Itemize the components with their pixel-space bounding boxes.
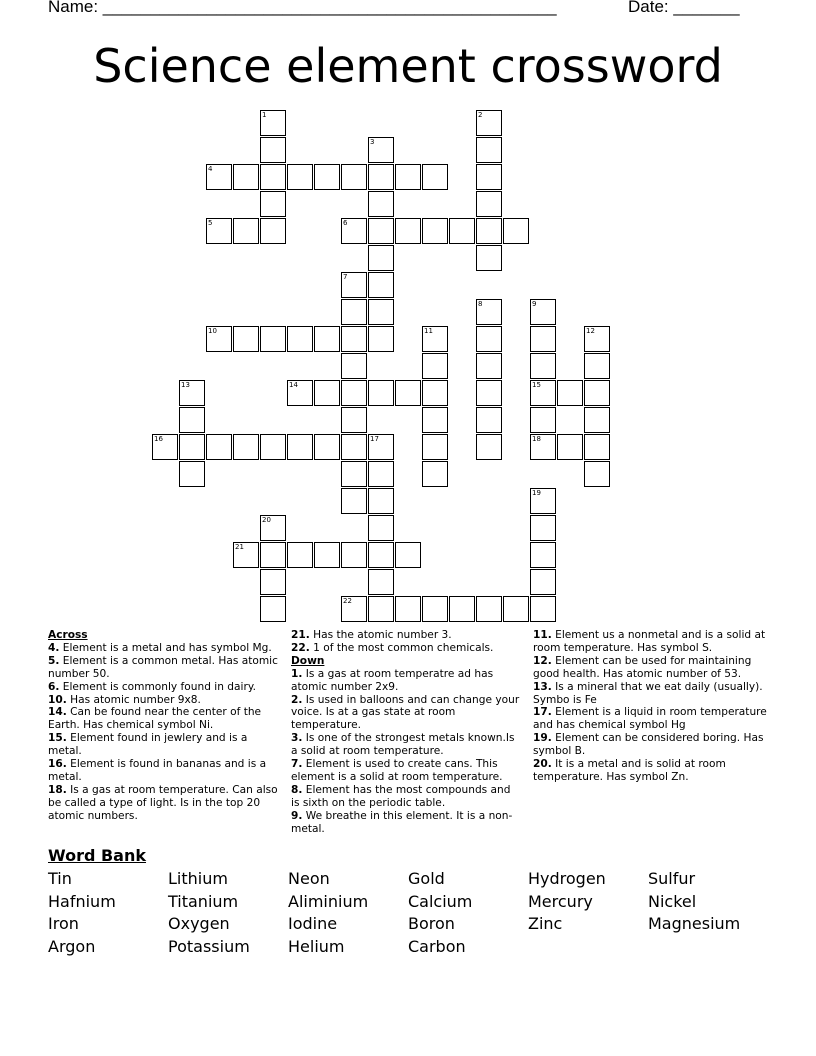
crossword-cell[interactable] <box>314 380 340 406</box>
crossword-cell[interactable] <box>530 380 556 406</box>
crossword-cell[interactable] <box>260 218 286 244</box>
crossword-cell[interactable] <box>314 164 340 190</box>
crossword-cell[interactable] <box>368 542 394 568</box>
clue-number: 19. <box>533 732 552 745</box>
crossword-cell[interactable] <box>260 515 286 541</box>
clue-text: Can be found near the center of the Earth. Has chemical symbol Ni. <box>48 706 262 732</box>
clue-text: Element can be used for maintaining good health. Has atomic number of 53. <box>533 654 752 680</box>
crossword-cell[interactable] <box>530 407 556 433</box>
word-bank-item: Hydrogen <box>528 869 606 888</box>
clue-number: 4. <box>48 641 60 654</box>
clue-number: 20. <box>533 758 552 771</box>
crossword-cell[interactable] <box>476 434 502 460</box>
crossword-cell[interactable] <box>368 596 394 622</box>
crossword-cell[interactable] <box>233 218 259 244</box>
crossword-cell[interactable] <box>584 326 610 352</box>
crossword-cell[interactable] <box>395 596 421 622</box>
clue-number: 7 <box>343 273 348 281</box>
clue-item <box>291 668 521 694</box>
clue-text: Element is a metal and has symbol Mg. <box>59 641 272 654</box>
crossword-cell[interactable] <box>233 164 259 190</box>
word-bank-item: Oxygen <box>168 914 230 934</box>
crossword-cell[interactable] <box>341 461 367 487</box>
word-bank-item: Iodine <box>288 914 338 934</box>
crossword-cell[interactable] <box>314 326 340 352</box>
crossword-cell[interactable] <box>368 218 394 244</box>
crossword-cell[interactable] <box>530 596 556 622</box>
clue-text: Is used in balloons and can change your voice. Is at a gas state at room temperature. <box>291 693 520 732</box>
clue-number: 18. <box>48 783 67 796</box>
clue-number: 1 <box>262 111 267 119</box>
clue-item <box>291 642 521 655</box>
crossword-cell[interactable] <box>422 407 448 433</box>
crossword-cell[interactable] <box>179 461 205 487</box>
clue-number: 8. <box>291 783 303 796</box>
clue-number: 17. <box>533 706 552 719</box>
crossword-cell[interactable] <box>341 380 367 406</box>
clues-column-3 <box>533 629 769 784</box>
clue-number: 21 <box>235 543 244 551</box>
crossword-cell[interactable] <box>260 137 286 163</box>
crossword-cell[interactable] <box>530 326 556 352</box>
word-bank-item: Argon <box>48 937 96 957</box>
crossword-cell[interactable] <box>449 596 475 622</box>
crossword-cell[interactable] <box>557 380 583 406</box>
clue-number: 4 <box>208 165 213 173</box>
crossword-cell[interactable] <box>260 596 286 622</box>
clue-section-header: Across <box>48 629 88 641</box>
crossword-cell[interactable] <box>368 137 394 163</box>
clues-column-1 <box>48 629 284 823</box>
crossword-cell[interactable] <box>152 434 178 460</box>
crossword-cell[interactable] <box>260 164 286 190</box>
date-line[interactable]: Date: _______ <box>628 0 740 16</box>
clue-text: Has atomic number 9x8. <box>66 693 201 706</box>
clue-number: 7. <box>291 758 303 771</box>
clue-number: 15 <box>532 381 541 389</box>
clue-item <box>533 655 769 681</box>
crossword-cell[interactable] <box>206 434 232 460</box>
crossword-cell[interactable] <box>260 110 286 136</box>
crossword-cell[interactable] <box>422 380 448 406</box>
clue-number: 14 <box>289 381 298 389</box>
crossword-cell[interactable] <box>341 596 367 622</box>
crossword-cell[interactable] <box>476 110 502 136</box>
crossword-cell[interactable] <box>476 326 502 352</box>
crossword-cell[interactable] <box>368 326 394 352</box>
crossword-cell[interactable] <box>476 137 502 163</box>
crossword-cell[interactable] <box>395 380 421 406</box>
clue-text: 1 of the most common chemicals. <box>309 641 494 654</box>
clue-number: 2 <box>478 111 483 119</box>
clues-column-2 <box>291 629 521 836</box>
crossword-cell[interactable] <box>260 326 286 352</box>
clue-number: 11. <box>533 629 552 641</box>
word-bank-item: Titanium <box>168 891 239 911</box>
crossword-cell[interactable] <box>476 218 502 244</box>
crossword-cell[interactable] <box>341 407 367 433</box>
clue-item <box>291 732 521 758</box>
clue-number: 10. <box>48 693 67 706</box>
clue-number: 13. <box>533 680 552 693</box>
crossword-cell[interactable] <box>341 488 367 514</box>
clue-text: Element is found in bananas and is a metal. <box>48 758 267 783</box>
clue-text: We breathe in this element. It is a non-metal. <box>291 809 513 835</box>
clue-text: Is a mineral that we eat daily (usually). Symbo is Fe <box>533 680 763 706</box>
clue-number: 6 <box>343 219 348 227</box>
crossword-cell[interactable] <box>422 434 448 460</box>
clue-number: 19 <box>532 489 541 497</box>
clue-item <box>291 784 521 810</box>
clue-number: 9. <box>291 809 303 822</box>
crossword-cell[interactable] <box>476 353 502 379</box>
word-bank-item: Magnesium <box>648 914 741 934</box>
clue-number: 6. <box>48 680 60 693</box>
clue-number: 9 <box>532 300 537 308</box>
clue-item <box>48 642 284 655</box>
crossword-cell[interactable] <box>557 434 583 460</box>
word-bank-item: Boron <box>408 914 455 934</box>
crossword-cell[interactable] <box>233 542 259 568</box>
crossword-cell[interactable] <box>422 164 448 190</box>
clue-text: Has the atomic number 3. <box>309 629 452 641</box>
crossword-cell[interactable] <box>368 272 394 298</box>
word-bank-item: Aliminium <box>288 891 369 911</box>
word-bank-item: Lithium <box>168 869 228 888</box>
crossword-cell[interactable] <box>287 326 313 352</box>
clue-number: 16. <box>48 758 67 771</box>
clue-number: 16 <box>154 435 163 443</box>
clue-number: 5 <box>208 219 213 227</box>
clue-item <box>533 732 769 758</box>
crossword-cell[interactable] <box>476 407 502 433</box>
clue-item <box>48 681 284 694</box>
clue-text: Is a gas at room temperature. Can also be called a type of light. Is in the top 20 atomic numbers. <box>48 783 278 822</box>
clue-item <box>533 681 769 707</box>
crossword-cell[interactable] <box>368 515 394 541</box>
crossword-cell[interactable] <box>368 380 394 406</box>
crossword-cell[interactable] <box>368 299 394 325</box>
crossword-cell[interactable] <box>179 380 205 406</box>
word-bank-item: Nickel <box>648 891 697 911</box>
clue-item <box>291 810 521 836</box>
clue-text: Element is commonly found in dairy. <box>59 680 256 693</box>
crossword-cell[interactable] <box>260 542 286 568</box>
crossword-cell[interactable] <box>530 515 556 541</box>
clue-text: Element found in jewlery and is a metal. <box>48 732 248 758</box>
clue-item <box>48 706 284 732</box>
crossword-cell[interactable] <box>179 434 205 460</box>
crossword-cell[interactable] <box>422 218 448 244</box>
crossword-cell[interactable] <box>422 326 448 352</box>
crossword-cell[interactable] <box>530 353 556 379</box>
crossword-cell[interactable] <box>341 272 367 298</box>
crossword-cell[interactable] <box>206 326 232 352</box>
crossword-cell[interactable] <box>530 542 556 568</box>
crossword-cell[interactable] <box>368 191 394 217</box>
clue-text: Element is used to create cans. This element is a solid at room temperature. <box>291 758 503 783</box>
clue-text: Element us a nonmetal and is a solid at room temperature. Has symbol S. <box>533 629 766 654</box>
crossword-cell[interactable] <box>341 299 367 325</box>
crossword-cell[interactable] <box>341 353 367 379</box>
clue-text: Element can be considered boring. Has symbol B. <box>533 732 764 758</box>
clue-text: Is a gas at room temperatre ad has atomic number 2x9. <box>291 667 494 693</box>
crossword-cell[interactable] <box>368 434 394 460</box>
clue-text: Is one of the strongest metals known.Is a solid at room temperature. <box>291 732 515 758</box>
word-bank-item: Iron <box>48 914 79 934</box>
clue-item <box>48 784 284 823</box>
crossword-cell[interactable] <box>422 596 448 622</box>
crossword-cell[interactable] <box>206 218 232 244</box>
clue-item <box>291 694 521 733</box>
clue-section-header: Down <box>291 654 325 667</box>
crossword-cell[interactable] <box>260 191 286 217</box>
clue-number: 17 <box>370 435 379 443</box>
clue-item <box>48 694 284 707</box>
crossword-cell[interactable] <box>341 326 367 352</box>
crossword-cell[interactable] <box>287 434 313 460</box>
clue-number: 12. <box>533 654 552 667</box>
clue-number: 3 <box>370 138 375 146</box>
crossword-cell[interactable] <box>341 434 367 460</box>
word-bank-item: Zinc <box>528 914 563 934</box>
word-bank-title: Word Bank <box>48 846 147 865</box>
clue-item <box>533 758 769 784</box>
crossword-cell[interactable] <box>368 245 394 271</box>
crossword-cell[interactable] <box>530 434 556 460</box>
crossword-cell[interactable] <box>449 218 475 244</box>
word-bank-item: Neon <box>288 869 330 888</box>
clue-number: 5. <box>48 654 60 667</box>
crossword-cell[interactable] <box>287 542 313 568</box>
crossword-cell[interactable] <box>422 461 448 487</box>
crossword-cell[interactable] <box>530 299 556 325</box>
clue-number: 22. <box>291 641 310 654</box>
clue-item <box>48 758 284 784</box>
crossword-cell[interactable] <box>476 164 502 190</box>
crossword-cell[interactable] <box>287 380 313 406</box>
clue-number: 15. <box>48 732 67 745</box>
crossword-cell[interactable] <box>206 164 232 190</box>
crossword-cell[interactable] <box>314 434 340 460</box>
word-bank-item: Calcium <box>408 891 473 911</box>
clue-item <box>48 655 284 681</box>
crossword-cell[interactable] <box>530 569 556 595</box>
clue-number: 14. <box>48 706 67 719</box>
word-bank-item: Carbon <box>408 937 466 957</box>
clue-item <box>533 706 769 732</box>
crossword-cell[interactable] <box>341 542 367 568</box>
crossword-cell[interactable] <box>260 434 286 460</box>
clue-text: It is a metal and is solid at room temperature. Has symbol Zn. <box>533 758 726 783</box>
crossword-cell[interactable] <box>476 596 502 622</box>
clue-item <box>533 629 769 655</box>
clue-number: 2. <box>291 693 303 706</box>
crossword-cell[interactable] <box>584 434 610 460</box>
crossword-cell[interactable] <box>314 542 340 568</box>
word-bank-item: Helium <box>288 937 345 957</box>
clue-text: Element is a liquid in room temperature and has chemical symbol Hg <box>533 706 767 732</box>
clue-text: Element has the most compounds and is sixth on the periodic table. <box>291 783 511 809</box>
crossword-cell[interactable] <box>368 569 394 595</box>
crossword-cell[interactable] <box>368 164 394 190</box>
crossword-cell[interactable] <box>233 434 259 460</box>
crossword-cell[interactable] <box>341 164 367 190</box>
crossword-cell[interactable] <box>422 353 448 379</box>
crossword-cell[interactable] <box>260 569 286 595</box>
clue-number: 13 <box>181 381 190 389</box>
name-line[interactable]: Name: ________________________________________________ <box>48 0 557 16</box>
crossword-cell[interactable] <box>395 164 421 190</box>
page-title: Science element crossword <box>93 39 723 93</box>
clue-number: 20 <box>262 516 271 524</box>
clue-number: 10 <box>208 327 217 335</box>
crossword-cell[interactable] <box>530 488 556 514</box>
clue-number: 18 <box>532 435 541 443</box>
crossword-cell[interactable] <box>179 407 205 433</box>
crossword-cell[interactable] <box>584 353 610 379</box>
word-bank-item: Mercury <box>528 891 593 911</box>
crossword-cell[interactable] <box>476 380 502 406</box>
crossword-cell[interactable] <box>476 299 502 325</box>
clue-number: 21. <box>291 629 310 641</box>
word-bank-item: Tin <box>48 869 72 888</box>
crossword-cell[interactable] <box>584 461 610 487</box>
crossword-cell[interactable] <box>476 191 502 217</box>
clue-number: 12 <box>586 327 595 335</box>
word-bank-item: Sulfur <box>648 869 696 888</box>
word-bank-item: Potassium <box>168 937 250 957</box>
crossword-cell[interactable] <box>368 488 394 514</box>
crossword-cell[interactable] <box>233 326 259 352</box>
clue-number: 1. <box>291 667 303 680</box>
crossword-cell[interactable] <box>503 596 529 622</box>
clue-item <box>291 758 521 784</box>
crossword-cell[interactable] <box>503 218 529 244</box>
word-bank-item: Gold <box>408 869 445 888</box>
word-bank-item: Hafnium <box>48 891 116 911</box>
clue-item <box>48 732 284 758</box>
crossword-cell[interactable] <box>368 461 394 487</box>
crossword-cell[interactable] <box>584 380 610 406</box>
clue-number: 22 <box>343 597 352 605</box>
crossword-cell[interactable] <box>395 542 421 568</box>
crossword-cell[interactable] <box>476 245 502 271</box>
clue-item <box>291 629 521 642</box>
crossword-cell[interactable] <box>341 218 367 244</box>
crossword-cell[interactable] <box>395 218 421 244</box>
crossword-cell[interactable] <box>584 407 610 433</box>
clue-number: 3. <box>291 732 303 745</box>
clue-number: 11 <box>424 327 433 335</box>
clue-text: Element is a common metal. Has atomic number 50. <box>48 654 278 680</box>
crossword-cell[interactable] <box>287 164 313 190</box>
clue-number: 8 <box>478 300 483 308</box>
